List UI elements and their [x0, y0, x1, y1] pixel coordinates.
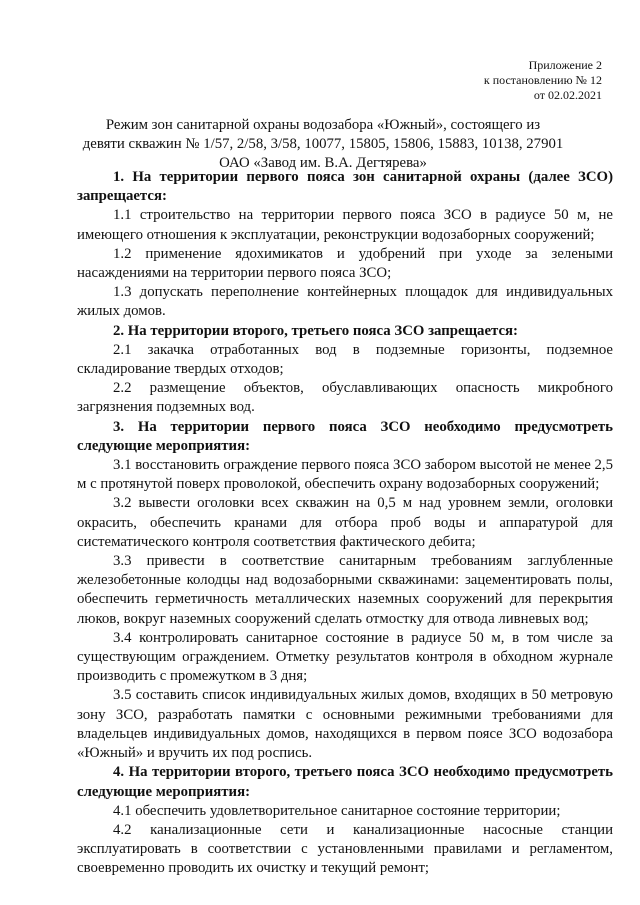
item-3-3: 3.3 привести в соответствие санитарным требованиям заглубленные железобетонные колодцы над водозаборными скважинами: зацементировать полы, обеспечить герметичность металлических наземных сооружений для перекрытия люков, вокруг наземных сооружений сделать отмостку для отвода ливневых вод;	[77, 553, 613, 627]
item-3-1: 3.1 восстановить ограждение первого пояса ЗСО забором высотой не менее 2,5 м с протянутой поверх проволокой, обеспечить охрану водозаборных сооружений;	[77, 457, 613, 493]
title-line-2: девяти скважин № 1/57, 2/58, 3/58, 10077, 15805, 15806, 15883, 10138, 27901	[82, 136, 564, 152]
item-4-1: 4.1 обеспечить удовлетворительное санитарное состояние территории;	[113, 802, 561, 819]
item-1-2: 1.2 применение ядохимикатов и удобрений при уходе за зелеными насаждениями на территории первого пояса ЗСО;	[77, 245, 613, 282]
section-4-heading: 4. На территории второго, третьего пояса ЗСО необходимо предусмотреть следующие мероприятия:	[77, 764, 613, 800]
item-3-2: 3.2 вывести оголовки всех скважин на 0,5 м над уровнем земли, оголовки окрасить, обеспечить кранами для отбора проб воды и аппаратурой для систематического контроля соответствия фактического дебита;	[77, 495, 613, 550]
annex-date: от 02.02.2021	[533, 88, 602, 102]
section-1-heading: 1. На территории первого пояса зон санитарной охраны (далее ЗСО) запрещается:	[77, 169, 613, 205]
item-2-2: 2.2 размещение объектов, обуславливающих опасность микробного загрязнения подземных вод.	[77, 380, 613, 416]
document-body	[77, 168, 613, 879]
item-3-5: 3.5 составить список индивидуальных жилых домов, входящих в 50 метровую зону ЗСО, разработать памятки с основными режимными требованиями для владельцев индивидуальных домов, находящихся в первом поясе ЗСО водозабора «Южный» и вручить их под роспись.	[77, 687, 613, 762]
item-1-1: 1.1 строительство на территории первого пояса ЗСО в радиусе 50 м, не имеющего отношения к эксплуатации, реконструкции водозаборных сооружений;	[77, 207, 613, 243]
title-line-1: Режим зон санитарной охраны водозабора «Южный», состоящего из	[105, 117, 541, 133]
annex-reference	[484, 58, 602, 103]
title-line-3: ОАО «Завод им. В.А. Дегтярева»	[219, 155, 427, 171]
item-3-4: 3.4 контролировать санитарное состояние в радиусе 50 м, в том числе за существующим ограждением. Отметку результатов контроля в обходном журнале производить с промежутком в 3 дня;	[77, 629, 613, 685]
section-2-heading: 2. На территории второго, третьего пояса ЗСО запрещается:	[113, 322, 518, 339]
document-title	[40, 116, 606, 173]
item-2-1: 2.1 закачка отработанных вод в подземные горизонты, подземное складирование твердых отходов;	[77, 341, 613, 378]
annex-resolution: к постановлению № 12	[483, 73, 602, 87]
annex-number: Приложение 2	[528, 58, 602, 72]
item-4-2: 4.2 канализационные сети и канализационные насосные станции эксплуатировать в соответствии с установленными правилами и регламентом, своевременно проводить их очистку и текущий ремонт;	[77, 821, 613, 877]
section-3-heading: 3. На территории первого пояса ЗСО необходимо предусмотреть следующие мероприятия:	[77, 418, 613, 454]
item-1-3: 1.3 допускать переполнение контейнерных площадок для индивидуальных жилых домов.	[77, 284, 613, 320]
